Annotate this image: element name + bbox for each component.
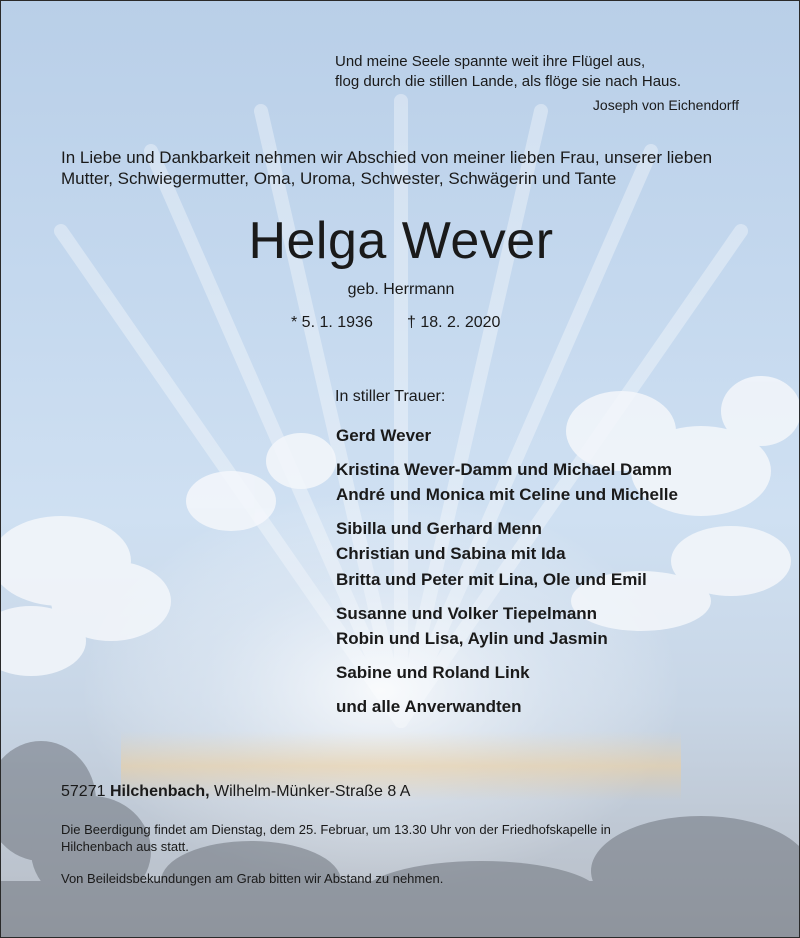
funeral-info: Hilchenbach aus statt.: [61, 839, 189, 854]
mourner-line: Sibilla und Gerhard Menn: [336, 519, 542, 538]
address: [61, 783, 410, 801]
address-city: Hilchenbach,: [109, 783, 210, 800]
poem-line: Und meine Seele spannte weit ihre Flügel aus,: [335, 53, 646, 70]
maiden-name: geb. Herrmann: [347, 281, 455, 298]
funeral-info: Die Beerdigung findet am Dienstag, dem 25. Februar, um 13.30 Uhr von der Friedhofskapelle in: [61, 822, 611, 837]
intro-text: Mutter, Schwiegermutter, Oma, Uroma, Schwester, Schwägerin und Tante: [61, 169, 617, 188]
mourner-line: Robin und Lisa, Aylin und Jasmin: [336, 629, 608, 648]
birth-date: * 5. 1. 1936: [291, 314, 373, 331]
mourner-line: und alle Anverwandten: [336, 697, 522, 716]
poem-author: Joseph von Eichendorff: [592, 97, 739, 113]
poem-line: flog durch die stillen Lande, als flöge sie nach Haus.: [335, 73, 682, 90]
address-street: Wilhelm-Münker-Straße 8 A: [213, 783, 411, 800]
condolence-note: Von Beileidsbekundungen am Grab bitten wir Abstand zu nehmen.: [61, 871, 444, 886]
address-postcode: 57271: [61, 783, 106, 800]
mourner-line: Gerd Wever: [336, 426, 432, 445]
mourner-line: Sabine und Roland Link: [336, 663, 530, 682]
intro-text: In Liebe und Dankbarkeit nehmen wir Abschied von meiner lieben Frau, unserer lieben: [61, 148, 713, 167]
death-date: † 18. 2. 2020: [407, 314, 501, 331]
deceased-name: Helga Wever: [248, 212, 554, 270]
mourner-line: Christian und Sabina mit Ida: [336, 544, 566, 563]
mourner-line: Britta und Peter mit Lina, Ole und Emil: [336, 570, 647, 589]
mourner-line: Susanne und Volker Tiepelmann: [336, 604, 598, 623]
mourner-line: André und Monica mit Celine und Michelle: [336, 485, 678, 504]
mourner-line: Kristina Wever-Damm und Michael Damm: [336, 460, 672, 479]
mourning-heading: In stiller Trauer:: [335, 388, 446, 405]
